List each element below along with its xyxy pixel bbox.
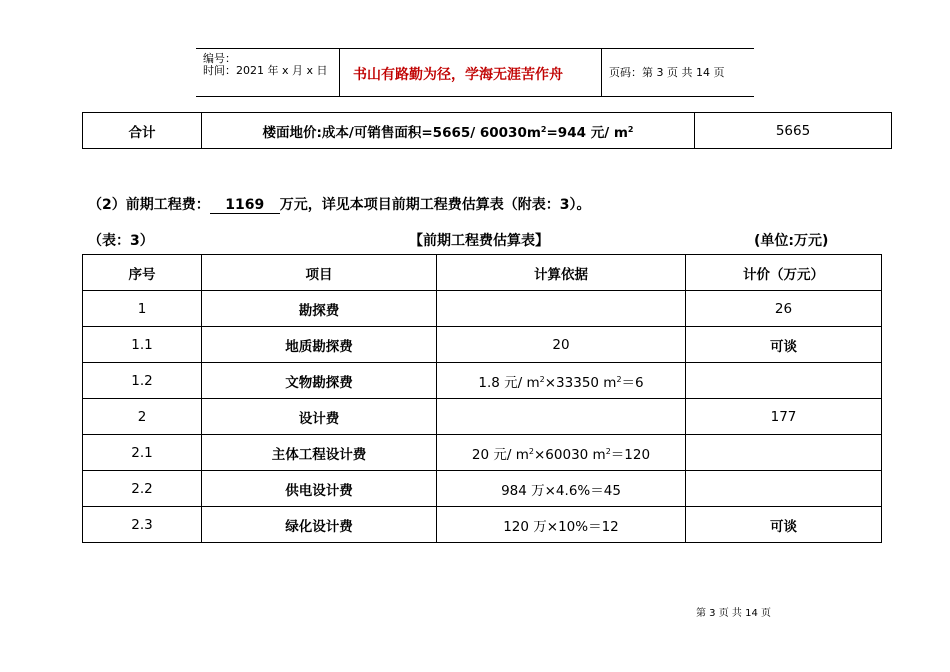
summary-label: 合计 xyxy=(83,113,202,149)
cell-item: 设计费 xyxy=(202,399,437,435)
basis-part-c: ＝6 xyxy=(621,374,644,391)
cell-basis xyxy=(437,399,686,435)
summary-formula xyxy=(202,113,695,149)
col-header-item: 项目 xyxy=(202,255,437,291)
header-divider-left xyxy=(339,48,340,96)
header-page-code: 页码：第 3 页 共 14 页 xyxy=(609,66,725,79)
caption-right: (单位:万元) xyxy=(754,233,829,249)
table-row xyxy=(83,435,882,471)
basis-part-b: ×60030 m xyxy=(533,446,606,463)
paragraph-prefix: （2）前期工程费： xyxy=(88,197,210,213)
basis-sup-1: 2 xyxy=(528,446,534,456)
cell-no: 2.2 xyxy=(83,471,202,507)
cell-item: 绿化设计费 xyxy=(202,507,437,543)
col-header-basis: 计算依据 xyxy=(437,255,686,291)
basis-sup-2: 2 xyxy=(605,446,611,456)
header-divider-right xyxy=(601,48,602,96)
cell-basis xyxy=(437,291,686,327)
header-code-label: 编号： xyxy=(203,52,236,65)
paragraph-pre-engineering-cost xyxy=(88,194,591,214)
cell-no: 1 xyxy=(83,291,202,327)
cell-basis: 120 万×10%＝12 xyxy=(437,507,686,543)
cell-item: 文物勘探费 xyxy=(202,363,437,399)
basis-sup-1: 2 xyxy=(539,374,545,384)
cell-price: 177 xyxy=(686,399,882,435)
cell-basis: 984 万×4.6%＝45 xyxy=(437,471,686,507)
table-row xyxy=(83,291,882,327)
paragraph-amount: 1169 xyxy=(210,198,280,214)
formula-sup-2: 2 xyxy=(627,124,634,134)
cell-item: 地质勘探费 xyxy=(202,327,437,363)
basis-part-c: ＝120 xyxy=(610,446,651,463)
table-row xyxy=(83,471,882,507)
col-header-no: 序号 xyxy=(83,255,202,291)
cell-no: 2 xyxy=(83,399,202,435)
cell-price xyxy=(686,363,882,399)
table-row xyxy=(83,507,882,543)
caption-center: 【前期工程费估算表】 xyxy=(409,233,549,249)
basis-part-a: 1.8 元/ m xyxy=(478,374,540,391)
cell-price: 可谈 xyxy=(686,327,882,363)
cell-item: 主体工程设计费 xyxy=(202,435,437,471)
paragraph-suffix: 万元，详见本项目前期工程费估算表（附表：3）。 xyxy=(279,197,591,213)
summary-value: 5665 xyxy=(695,113,892,149)
header-bottom-rule xyxy=(196,96,754,97)
basis-part-a: 20 元/ m xyxy=(471,446,529,463)
basis-part-b: ×33350 m xyxy=(544,374,617,391)
formula-part-1: 楼面地价:成本/可销售面积=5665/ 60030m xyxy=(262,124,541,141)
cell-price xyxy=(686,435,882,471)
summary-table xyxy=(82,112,892,149)
table-header-row xyxy=(83,255,882,291)
cell-basis xyxy=(437,435,686,471)
cell-no: 2.3 xyxy=(83,507,202,543)
basis-sup-2: 2 xyxy=(616,374,622,384)
table-row xyxy=(83,327,882,363)
cell-item: 勘探费 xyxy=(202,291,437,327)
col-header-price: 计价（万元） xyxy=(686,255,882,291)
table-row xyxy=(83,363,882,399)
cell-item: 供电设计费 xyxy=(202,471,437,507)
header-motto: 书山有路勤为径，学海无涯苦作舟 xyxy=(353,67,563,83)
cell-price xyxy=(686,471,882,507)
cell-basis xyxy=(437,363,686,399)
cell-price: 可谈 xyxy=(686,507,882,543)
formula-part-2: =944 元/ m xyxy=(546,124,628,141)
cell-price: 26 xyxy=(686,291,882,327)
table-row xyxy=(83,399,882,435)
page-footer: 第 3 页 共 14 页 xyxy=(696,608,771,619)
summary-row xyxy=(83,113,892,149)
header-top-rule xyxy=(196,48,754,49)
caption-left: （表：3） xyxy=(88,233,154,249)
cell-basis: 20 xyxy=(437,327,686,363)
header-time-label: 时间：2021 年 x 月 x 日 xyxy=(203,64,328,77)
cell-no: 2.1 xyxy=(83,435,202,471)
formula-sup-1: 2 xyxy=(540,124,547,134)
cell-no: 1.2 xyxy=(83,363,202,399)
estimate-table xyxy=(82,254,882,543)
cell-no: 1.1 xyxy=(83,327,202,363)
